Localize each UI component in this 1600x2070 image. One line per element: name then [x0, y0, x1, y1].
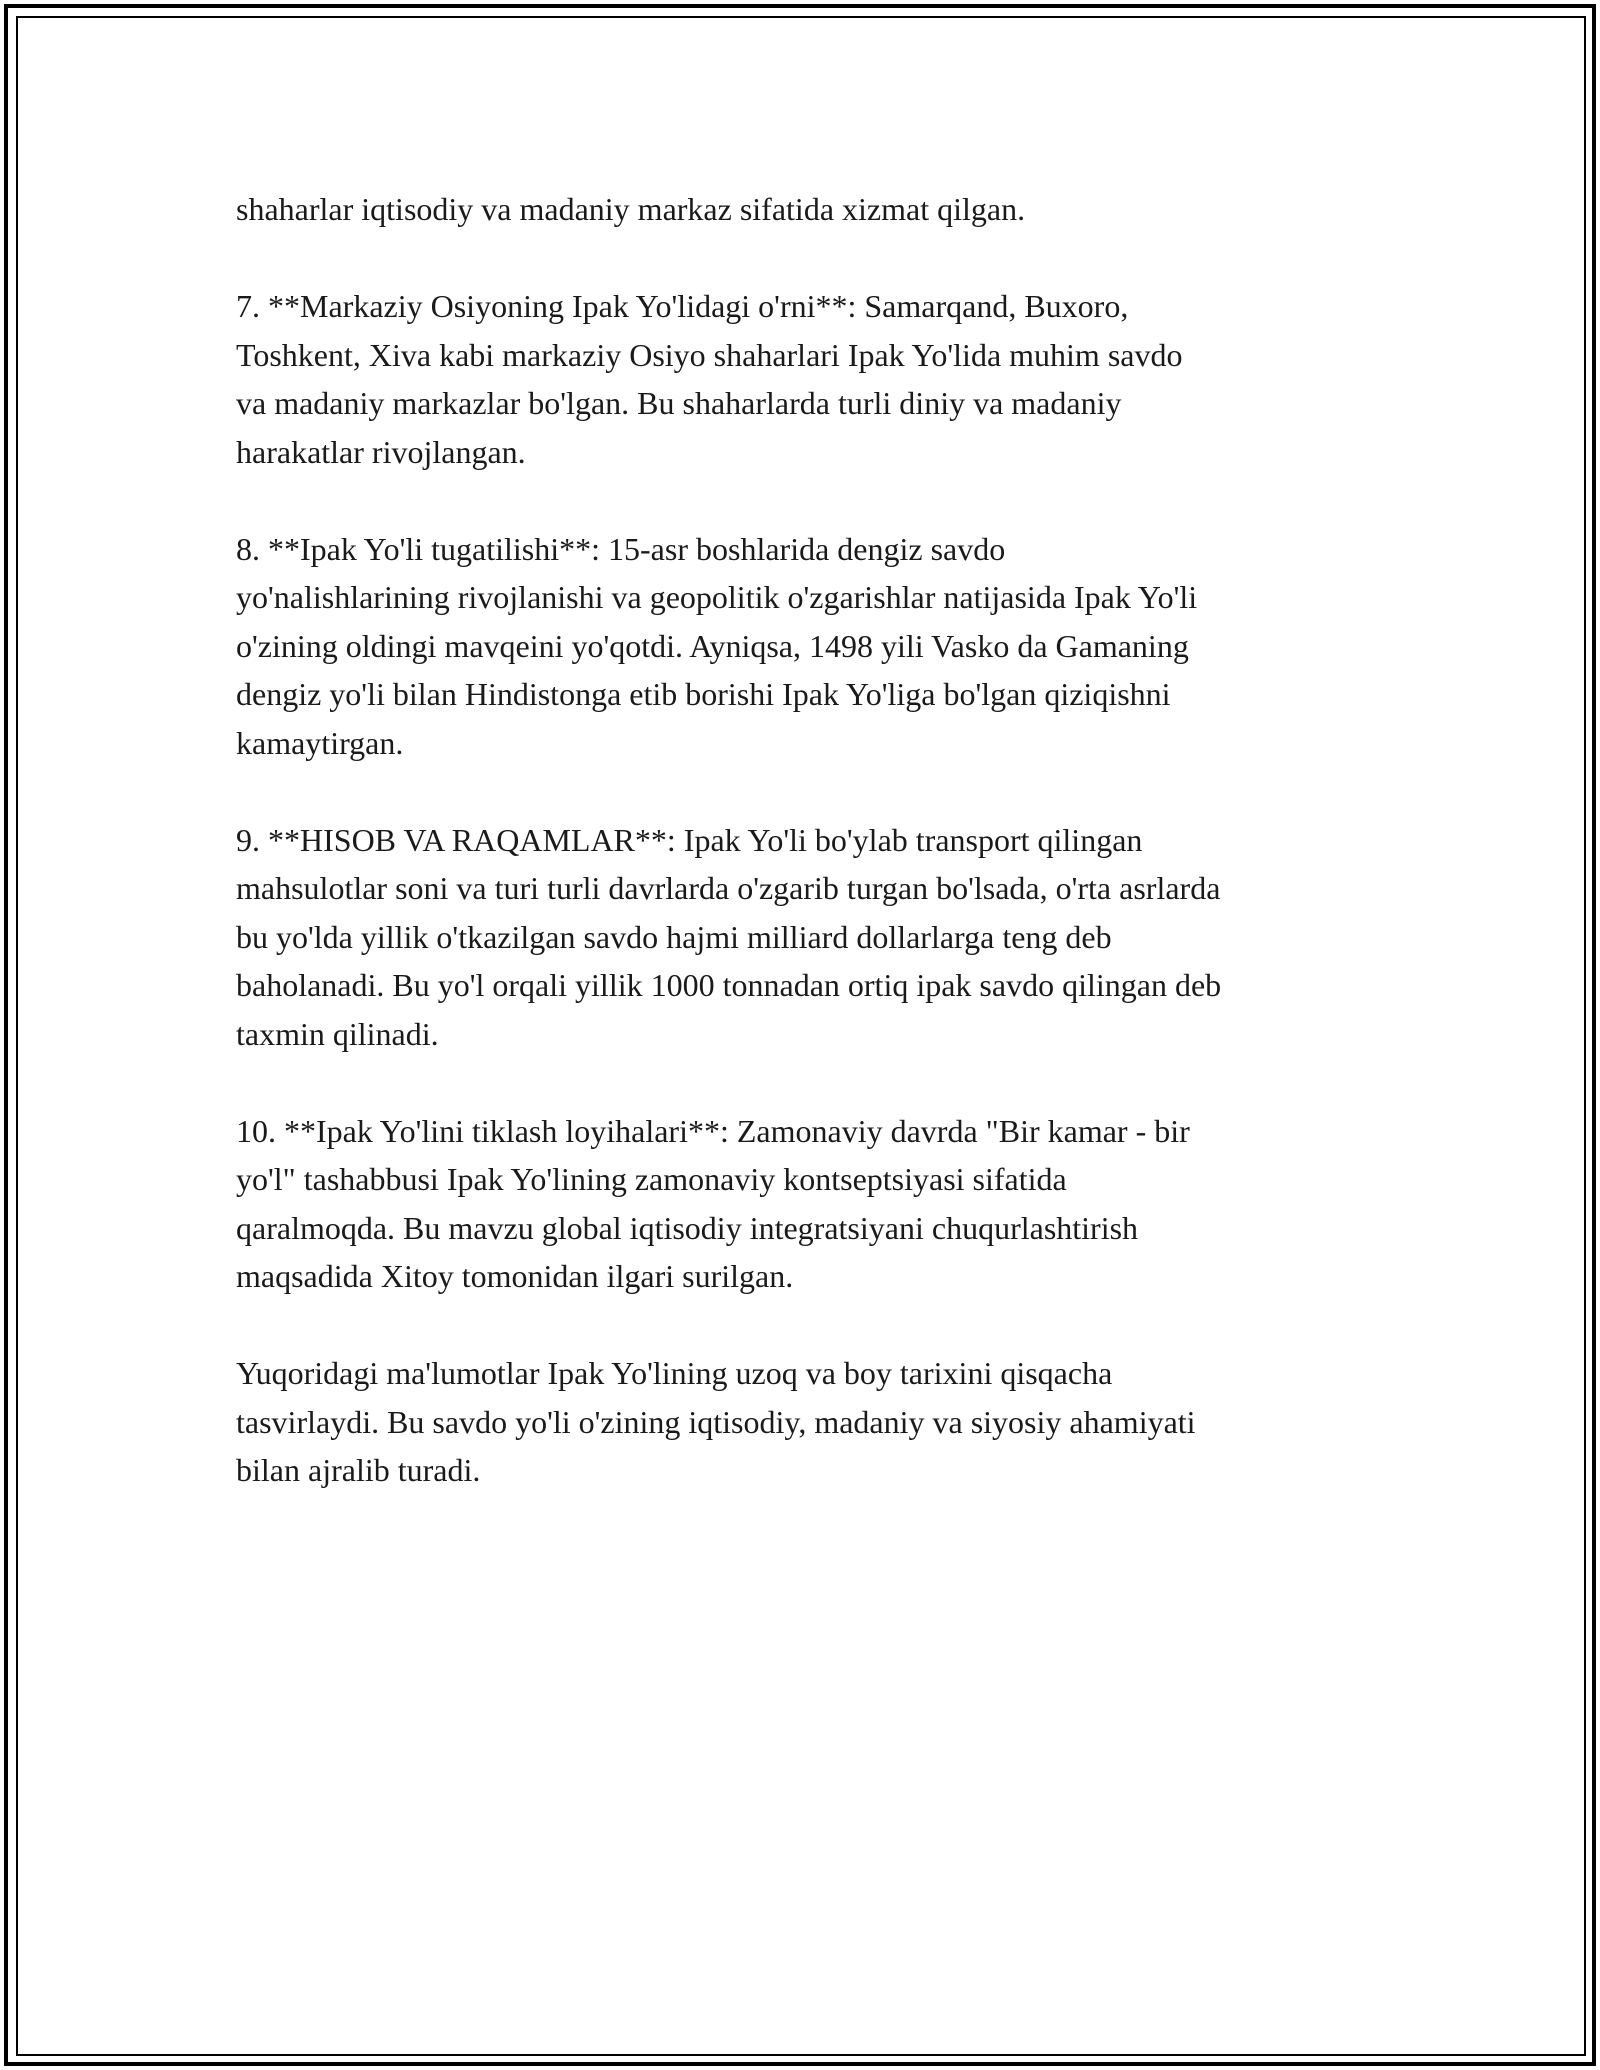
text-line: tasvirlaydi. Bu savdo yo'li o'zining iqtisodiy, madaniy va siyosiy ahamiyati: [236, 1403, 1196, 1440]
paragraph-item-8: [236, 525, 1376, 768]
text-line: bu yo'lda yillik o'tkazilgan savdo hajmi milliard dollarlarga teng deb: [236, 918, 1112, 955]
text-line: Yuqoridagi ma'lumotlar Ipak Yo'lining uzoq va boy tarixini qisqacha: [236, 1355, 1113, 1391]
text-line: bilan ajralib turadi.: [236, 1452, 481, 1488]
text-line: harakatlar rivojlangan.: [236, 433, 526, 470]
text-line: dengiz yo'li bilan Hindistonga etib borishi Ipak Yo'liga bo'lgan qiziqishni: [236, 676, 1171, 712]
text-line: 10. **Ipak Yo'lini tiklash loyihalari**: Zamonaviy davrda "Bir kamar - bir: [236, 1112, 1190, 1149]
text-line: qaralmoqda. Bu mavzu global iqtisodiy integratsiyani chuqurlashtirish: [236, 1209, 1139, 1246]
paragraph-conclusion: [236, 1349, 1376, 1495]
text-line: va madaniy markazlar bo'lgan. Bu shaharlarda turli diniy va madaniy: [236, 385, 1122, 421]
paragraph-intro-continuation: [236, 185, 1376, 234]
text-line: taxmin qilinadi.: [236, 1015, 439, 1052]
text-line: kamaytirgan.: [236, 724, 404, 761]
text-line: yo'l" tashabbusi Ipak Yo'lining zamonaviy kontseptsiyasi sifatida: [236, 1161, 1067, 1197]
text-line: 9. **HISOB VA RAQAMLAR**: Ipak Yo'li bo'ylab transport qilingan: [236, 821, 1143, 858]
paragraph-item-7: [236, 282, 1376, 476]
text-line: yo'nalishlarining rivojlanishi va geopolitik o'zgarishlar natijasida Ipak Yo'li: [236, 579, 1198, 615]
text-line: shaharlar iqtisodiy va madaniy markaz sifatida xizmat qilgan.: [236, 191, 1026, 227]
text-line: maqsadida Xitoy tomonidan ilgari surilgan.: [236, 1258, 794, 1294]
text-line: 8. **Ipak Yo'li tugatilishi**: 15-asr boshlarida dengiz savdo: [236, 530, 1006, 567]
text-line: mahsulotlar soni va turi turli davrlarda o'zgarib turgan bo'lsada, o'rta asrlarda: [236, 870, 1221, 906]
paragraph-item-9: [236, 816, 1376, 1059]
text-line: Toshkent, Xiva kabi markaziy Osiyo shaharlari Ipak Yo'lida muhim savdo: [236, 336, 1183, 373]
text-line: baholanadi. Bu yo'l orqali yillik 1000 tonnadan ortiq ipak savdo qilingan deb: [236, 967, 1222, 1003]
text-line: 7. **Markaziy Osiyoning Ipak Yo'lidagi o'rni**: Samarqand, Buxoro,: [236, 288, 1129, 324]
document-body: [236, 185, 1376, 1495]
text-line: o'zining oldingi mavqeini yo'qotdi. Ayniqsa, 1498 yili Vasko da Gamaning: [236, 627, 1189, 664]
paragraph-item-10: [236, 1107, 1376, 1301]
